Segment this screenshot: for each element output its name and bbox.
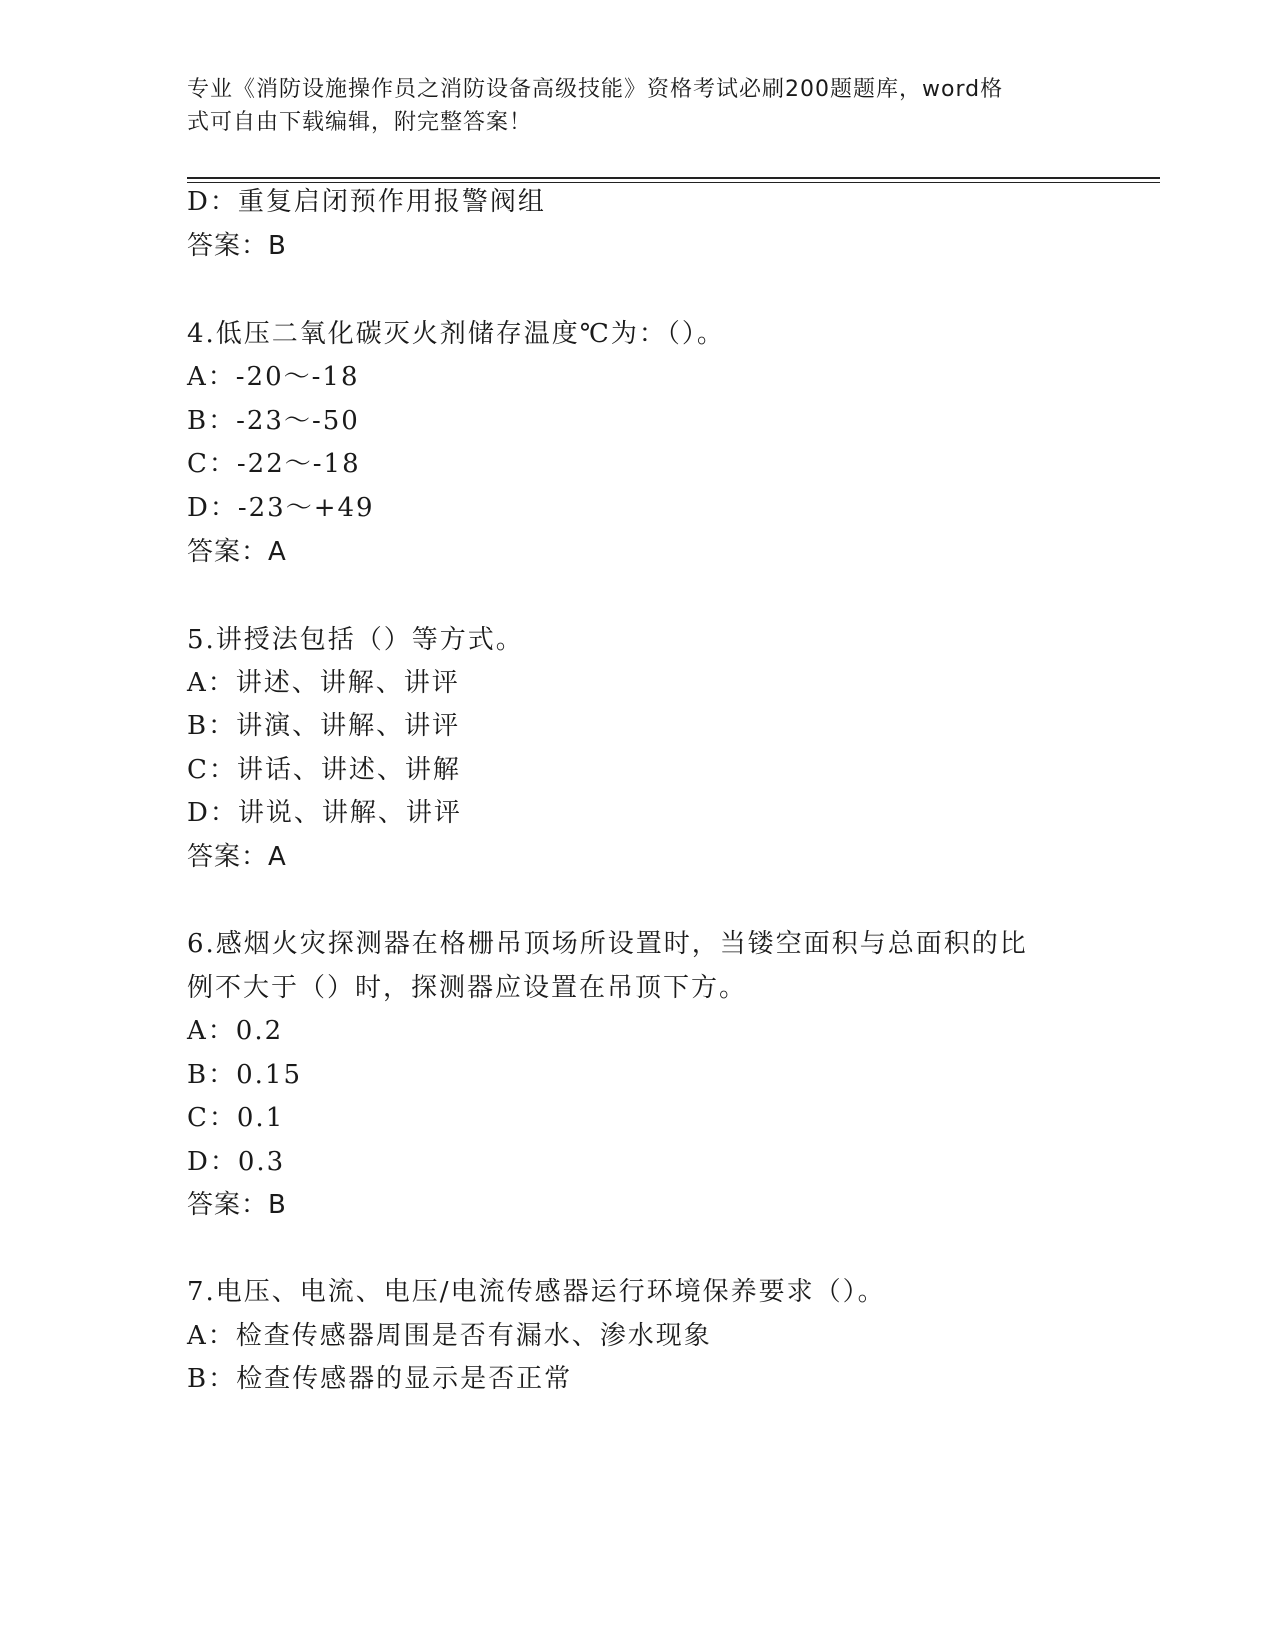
q5-option-a: A：讲述、讲解、讲评 — [187, 668, 460, 698]
q5-option-d: D：讲说、讲解、讲评 — [187, 798, 462, 828]
q6-option-b: B：0.15 — [187, 1060, 302, 1090]
q6-stem-line-2: 例不大于（）时，探测器应设置在吊顶下方。 — [187, 973, 748, 1003]
q3-option-d: D：重复启闭预作用报警阀组 — [187, 187, 546, 217]
q4-stem: 4.低压二氧化碳灭火剂储存温度℃为：（）。 — [187, 319, 725, 349]
q5-option-c: C：讲话、讲述、讲解 — [187, 755, 461, 785]
header-divider-thin — [187, 182, 1160, 183]
q6-answer: 答案：B — [187, 1190, 287, 1220]
q5-answer: 答案：A — [187, 842, 287, 872]
q6-option-c: C：0.1 — [187, 1103, 285, 1133]
q4-option-b: B：-23～-50 — [187, 406, 360, 436]
header-divider-thick — [187, 177, 1160, 179]
q5-stem: 5.讲授法包括（）等方式。 — [187, 625, 524, 655]
q6-option-a: A：0.2 — [187, 1016, 284, 1046]
q4-option-c: C：-22～-18 — [187, 449, 361, 479]
q7-option-a: A：检查传感器周围是否有漏水、渗水现象 — [187, 1321, 712, 1351]
q4-option-d: D：-23～+49 — [187, 493, 375, 523]
header-line-2: 式可自由下载编辑，附完整答案！ — [187, 110, 533, 135]
q3-answer: 答案：B — [187, 231, 287, 261]
q4-answer: 答案：A — [187, 537, 287, 567]
document-header — [187, 73, 1067, 139]
q6-option-d: D：0.3 — [187, 1147, 286, 1177]
q6-stem-line-1: 6.感烟火灾探测器在格栅吊顶场所设置时，当镂空面积与总面积的比 — [187, 929, 1028, 959]
q7-stem: 7.电压、电流、电压/电流传感器运行环境保养要求（）。 — [187, 1277, 886, 1307]
header-line-1: 专业《消防设施操作员之消防设备高级技能》资格考试必刷200题题库，word格 — [187, 77, 1004, 102]
q4-option-a: A：-20～-18 — [187, 362, 360, 392]
q5-option-b: B：讲演、讲解、讲评 — [187, 711, 461, 741]
q7-option-b: B：检查传感器的显示是否正常 — [187, 1364, 573, 1394]
